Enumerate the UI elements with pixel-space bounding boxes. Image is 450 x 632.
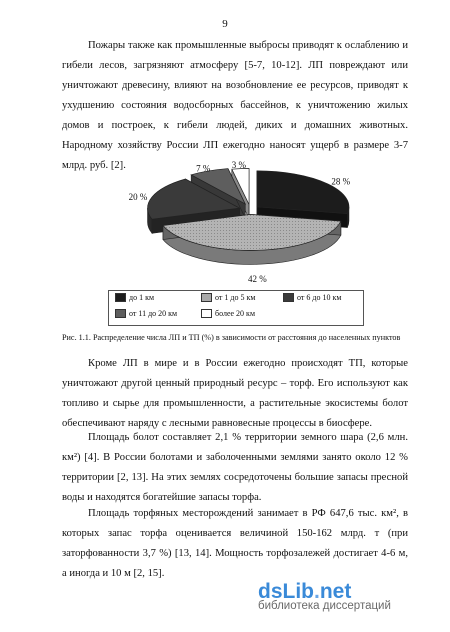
legend-item-3 [283,293,341,302]
legend-label: до 1 км [129,293,155,302]
watermark [258,580,444,612]
legend-item-2 [201,293,255,302]
legend-swatch [283,293,294,302]
paragraph-4: Площадь торфяных месторождений занимает в РФ 647,6 тыс. км², в которых запас торфа оценивается величиной 150-162 млрд. т (при заторфованности 3,7 %) [13, 14]. Мощность торфозалежей достигает 4-6 м, а иногда и 10 м [2, 15]. [62,508,408,579]
chart-legend [108,290,364,326]
legend-swatch [201,309,212,318]
legend-item-4 [115,309,177,318]
watermark-logo: dsLib.net [258,580,352,603]
pie-slice-2 [163,214,341,264]
legend-swatch [115,293,126,302]
pie-data-label-3: 20 % [128,191,148,202]
legend-swatch [201,293,212,302]
watermark-subtitle: библиотека диссертаций [258,600,391,612]
legend-swatch [115,309,126,318]
legend-label: от 11 до 20 км [129,309,178,318]
pie-data-label-2: 42 % [248,273,267,284]
page-number: 9 [222,18,228,30]
legend-item-5 [201,309,255,318]
legend-label: от 1 до 5 км [215,293,256,302]
paragraph-3: Площадь болот составляет 2,1 % территории земного шара (2,6 млн. км²) [4]. В России болотами и заболоченными землями занято около 12 % территории [2, 13]. На этих землях сосредоточены большие запасы пресной воды и находятся богатейшие запасы торфа. [62,432,408,503]
paragraph-2: Кроме ЛП в мире и в России ежегодно происходят ТП, которые уничтожают другой ценный природный ресурс – торф. Его используют как топливо и сырье для промышленности, а растительные экосистемы болот обеспечивают наряду с лесными равновесные процессы в биосфере. [62,358,408,429]
legend-item-1 [115,293,154,302]
pie-data-label-5: 3 % [231,160,247,171]
legend-label: от 6 до 10 км [297,293,342,302]
paragraph-1: Пожары также как промышленные выбросы приводят к ослаблению и гибели лесов, загрязняют атмосферу [5-7, 10-12]. ЛП повреждают или уничтожают древесину, влияют на возобновление ее ресурсов, приводят к ухудшению состояния водосборных бассейнов, к уничтожению жилых домов и построек, к гибели людей, диких и домашних животных. Народному хозяйству России ЛП ежегодно наносят ущерб в размере 3-7 млрд. руб. [2]. [62,40,408,171]
figure-caption: Рис. 1.1. Распределение числа ЛП и ТП (%) в зависимости от расстояния до населенных пунктов [62,333,401,342]
pie-data-label-4: 7 % [196,163,211,174]
pie-chart [100,158,400,288]
legend-label: более 20 км [215,309,256,318]
pie-data-label-1: 28 % [331,176,351,187]
